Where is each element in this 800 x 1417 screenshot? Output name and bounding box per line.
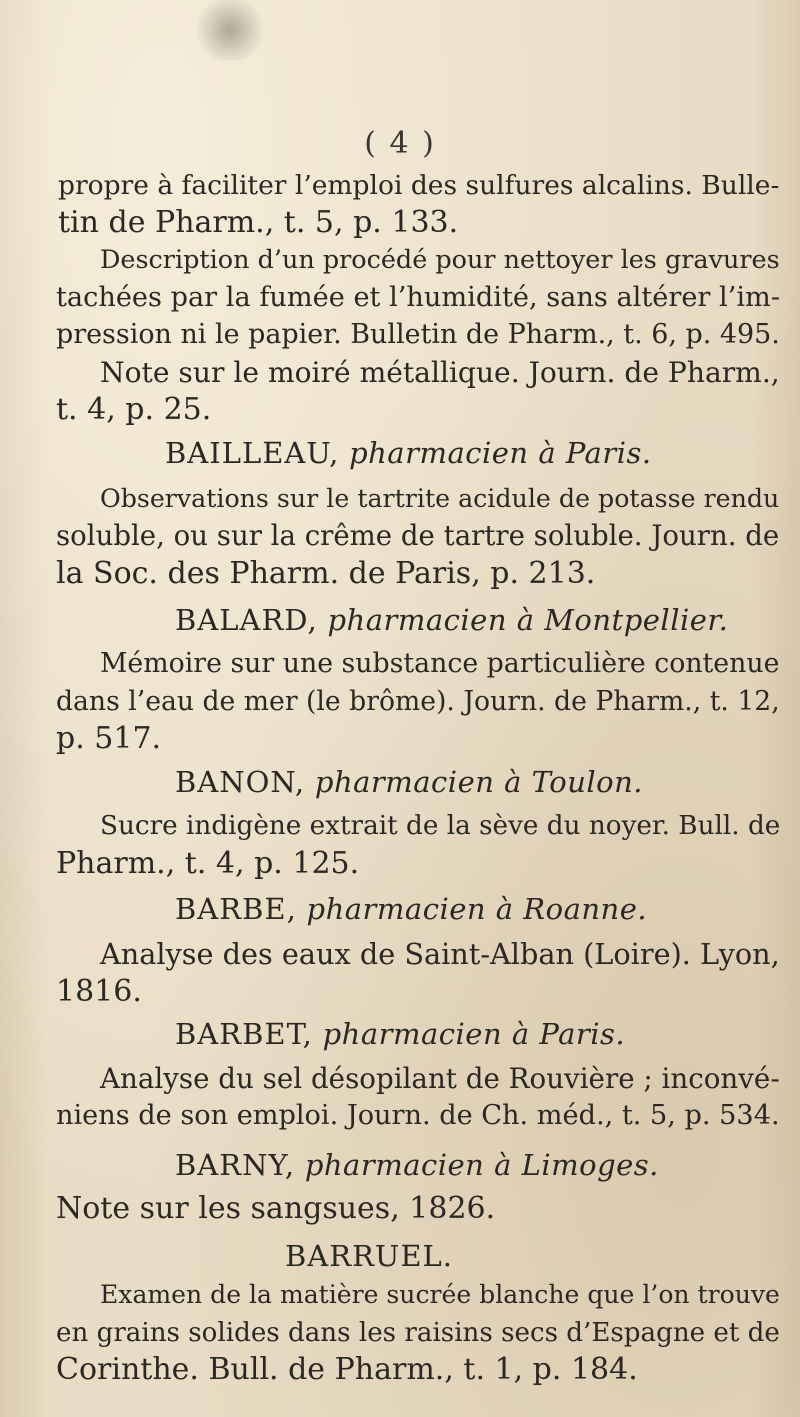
- entry-line: 1816.: [56, 973, 142, 1009]
- entry-line: Note sur le moiré métallique. Journ. de Pharm.,: [100, 355, 780, 389]
- entry-role: pharmacien à Toulon.: [314, 765, 643, 800]
- entry-name: BARNY,: [175, 1147, 296, 1182]
- entry-line: t. 4, p. 25.: [56, 392, 212, 428]
- entry-line: Examen de la matière sucrée blanche que l’on trouve: [100, 1280, 780, 1310]
- entry-heading-barruel: [285, 1236, 453, 1276]
- entry-heading-banon: [175, 762, 643, 802]
- entry-heading-barny: [175, 1145, 659, 1185]
- ink-stain-decoration: [190, 0, 270, 60]
- entry-name: BARBE,: [175, 892, 297, 927]
- entry-name: BARRUEL.: [285, 1239, 454, 1274]
- entry-line: propre à faciliter l’emploi des sulfures alcalins. Bulle-: [58, 170, 780, 201]
- entry-line: Description d’un procédé pour nettoyer les gravures: [100, 245, 780, 276]
- entry-line: en grains solides dans les raisins secs d’Espagne et de: [56, 1317, 780, 1348]
- entry-heading-barbe: [175, 889, 647, 929]
- entry-name: BANON,: [175, 765, 306, 800]
- entry-line: Analyse du sel désopilant de Rouvière ; inconvé-: [100, 1061, 780, 1095]
- entry-heading-barbet: [175, 1014, 625, 1054]
- entry-line: pression ni le papier. Bulletin de Pharm., t. 6, p. 495.: [56, 319, 780, 351]
- entry-heading-balard: [175, 600, 728, 640]
- entry-role: pharmacien à Montpellier.: [327, 602, 729, 637]
- entry-line: p. 517.: [56, 721, 162, 757]
- entry-line: Pharm., t. 4, p. 125.: [56, 845, 360, 881]
- entry-line: Analyse des eaux de Saint-Alban (Loire). Lyon,: [100, 937, 780, 972]
- entry-line: la Soc. des Pharm. de Paris, p. 213.: [56, 555, 596, 591]
- entry-line: niens de son emploi. Journ. de Ch. méd., t. 5, p. 534.: [56, 1100, 780, 1132]
- entry-role: pharmacien à Paris.: [322, 1016, 626, 1051]
- entry-role: pharmacien à Roanne.: [306, 892, 648, 927]
- entry-role: pharmacien à Limoges.: [304, 1147, 659, 1182]
- entry-line: Sucre indigène extrait de la sève du noyer. Bull. de: [100, 811, 781, 842]
- entry-line: tin de Pharm., t. 5, p. 133.: [58, 204, 459, 240]
- entry-line: Observations sur le tartrite acidule de potasse rendu: [100, 483, 780, 513]
- entry-line: tachées par la fumée et l’humidité, sans altérer l’im-: [56, 281, 780, 313]
- entry-line: Note sur les sangsues, 1826.: [56, 1190, 496, 1226]
- page-number: ( 4 ): [364, 126, 436, 161]
- entry-line: Corinthe. Bull. de Pharm., t. 1, p. 184.: [56, 1352, 638, 1388]
- entry-line: dans l’eau de mer (le brôme). Journ. de Pharm., t. 12,: [56, 685, 780, 717]
- entry-name: BARBET,: [175, 1016, 313, 1051]
- entry-role: pharmacien à Paris.: [349, 436, 652, 471]
- entry-line: soluble, ou sur la crême de tartre soluble. Journ. de: [56, 519, 780, 553]
- entry-heading-bailleau: [165, 433, 652, 473]
- entry-name: BALARD,: [175, 602, 318, 637]
- entry-line: Mémoire sur une substance particulière contenue: [100, 648, 780, 680]
- entry-name: BAILLEAU,: [165, 436, 340, 471]
